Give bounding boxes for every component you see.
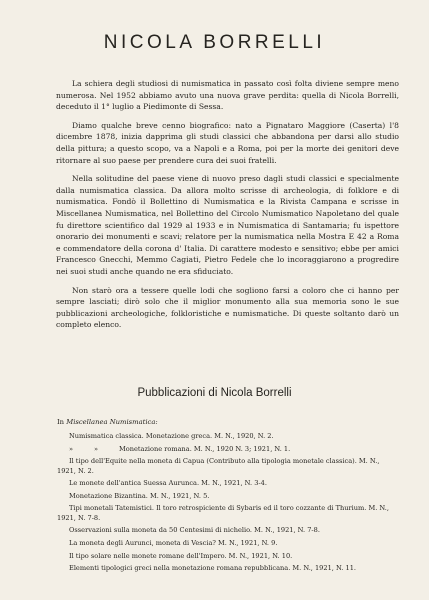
list-item: Il tipo dell'Equite nella moneta di Capua (Contributo alla tipologia monetale classica). M. N., 1921, N. 2. <box>57 457 380 475</box>
list-item: Il tipo solare nelle monete romane dell'Impero. M. N., 1921, N. 10. <box>69 551 293 560</box>
list-item: » » Monetazione romana. M. N., 1920 N. 3; 1921, N. 1. <box>69 444 291 453</box>
list-item: Elementi tipologici greci nella monetazione romana repubblicana. M. N., 1921, N. 11. <box>69 564 356 573</box>
paragraph: La schiera degli studiosi di numismatica in passato così folta diviene sempre meno numerosa. Nel 1952 abbiamo avuto una nuova grave perdita: quella di Nicola Borrelli, deceduto il 1° luglio a Piedimonte di Sessa. <box>56 79 399 112</box>
publications-heading: Pubblicazioni di Nicola Borrelli <box>137 387 292 399</box>
list-item: Monetazione Bizantina. M. N., 1921, N. 5. <box>69 491 210 500</box>
list-item: Le monete dell'antica Suessa Aurunca. M. N., 1921, N. 3-4. <box>69 479 267 488</box>
publication-list <box>57 432 399 577</box>
paragraph: Diamo qualche breve cenno biografico: nato a Pignataro Maggiore (Caserta) l'8 dicembre 1878, inizia dapprima gli studi classici che abbandona per darsi allo studio della pittura; a questo scopo, va a Napoli e a Roma, poi per la morte dei genitori deve ritornare al suo paese per prendere cura dei suoi fratelli. <box>56 120 399 165</box>
section-prefix: In <box>57 418 65 426</box>
page-title: NICOLA BORRELLI <box>103 32 326 53</box>
paragraph: Non starò ora a tessere quelle lodi che sogliono farsi a coloro che ci hanno per sempre lasciati; dirò solo che il miglior monumento alla sua memoria sono le sue pubblicazioni archeologiche, folkloristiche e numismatiche. Di queste soltanto darò un completo elenco. <box>56 285 399 330</box>
paragraph: Nella solitudine del paese viene di nuovo preso dagli studi classici e specialmente dalla numismatica classica. Da allora molto scrisse di archeologia, di folklore e di numismatica. Fondò il Bollettino di Numismatica e la Rivista Campana e scrisse in Miscellanea Numismatica, nel Bollettino del Circolo Numismatico Napoletano del quale fu direttore scientifico dal 1929 al 1933 e in Numismatica di Santamaria; fu ispettore onorario dei monumenti e scavi; relatore per la numismatica nella Mostra E 42 a Roma e commendatore della corona d' Italia. Di carattere modesto e sensitivo; ebbe per amici Francesco Gnecchi, Memmo Cagiati, Pietro Fedele che lo incoraggiarono a progredire nei suoi studi anche quando ne era sfiduciato. <box>56 174 399 276</box>
list-item: Osservazioni sulla moneta da 50 Centesimi di nichelio. M. N., 1921, N. 7-8. <box>69 526 320 535</box>
list-item: La moneta degli Aurunci, moneta di Vescia? M. N., 1921, N. 9. <box>69 538 278 547</box>
biography-text <box>56 78 399 338</box>
section-title: Miscellanea Numismatica: <box>66 418 158 426</box>
list-item: Numismatica classica. Monetazione greca. M. N., 1920, N. 2. <box>69 432 274 440</box>
list-item: Tipi monetali Tatemistici. Il toro retrospiciente di Sybaris ed il toro cozzante di Thurium. M. N., 1921, N. 7-8. <box>57 504 389 522</box>
section-label <box>57 418 158 426</box>
